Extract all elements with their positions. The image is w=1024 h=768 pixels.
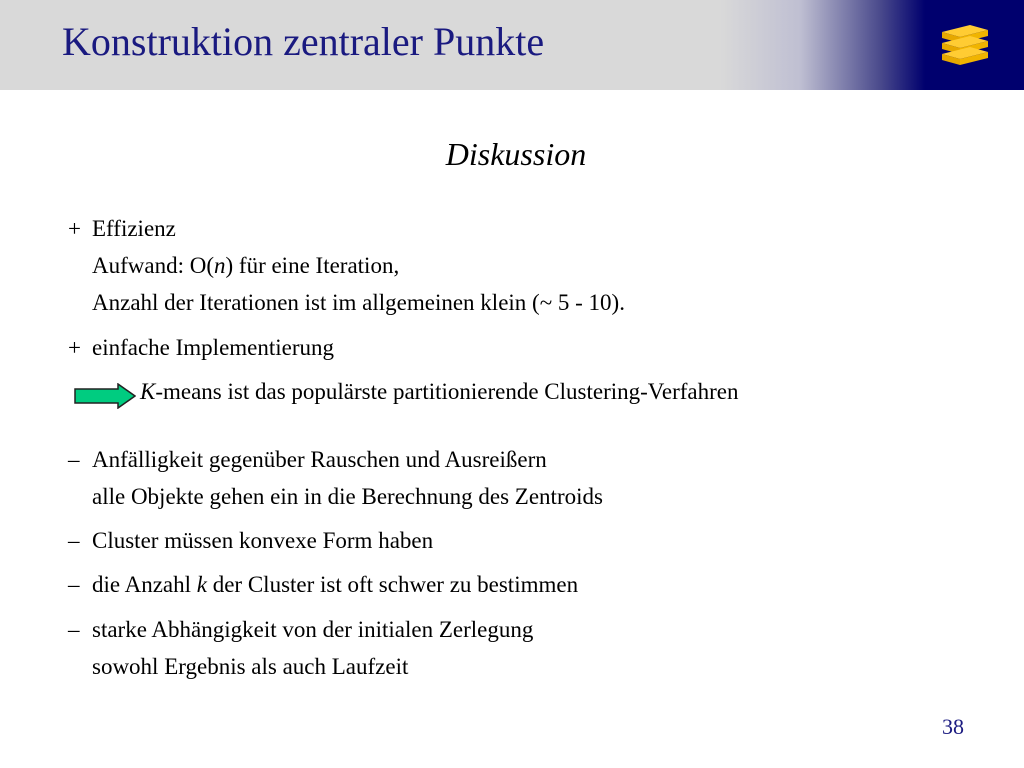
conclusion-kmeans: K-means ist das populärste partitionierende Clustering-Verfahren xyxy=(140,379,739,404)
effizienz-aufwand: Aufwand: O(n) für eine Iteration, xyxy=(92,253,400,278)
con-konvex: Cluster müssen konvexe Form haben xyxy=(92,528,434,553)
rauschen-detail: alle Objekte gehen ein in die Berechnung des Zentroids xyxy=(92,484,603,509)
pro-effizienz: Effizienz xyxy=(92,216,176,241)
stacked-database-icon xyxy=(936,22,992,70)
minus-marker: – xyxy=(68,572,80,597)
pro-implementierung: einfache Implementierung xyxy=(92,335,335,360)
slide-title: Konstruktion zentraler Punkte xyxy=(62,19,545,64)
page-number: 38 xyxy=(942,714,964,739)
con-rauschen: Anfälligkeit gegenüber Rauschen und Ausreißern xyxy=(92,447,547,472)
effizienz-iterationen: Anzahl der Iterationen ist im allgemeinen klein (~ 5 - 10). xyxy=(92,290,625,315)
con-anzahl: die Anzahl k der Cluster ist oft schwer zu bestimmen xyxy=(92,572,579,597)
minus-marker: – xyxy=(68,617,80,642)
minus-marker: – xyxy=(68,528,80,553)
zerlegung-detail: sowohl Ergebnis als auch Laufzeit xyxy=(92,654,409,679)
plus-marker: + xyxy=(68,335,81,360)
plus-marker: + xyxy=(68,216,81,241)
con-zerlegung: starke Abhängigkeit von der initialen Zerlegung xyxy=(92,617,534,642)
minus-marker: – xyxy=(68,447,80,472)
right-arrow-icon xyxy=(74,383,136,409)
slide-header xyxy=(0,0,1024,90)
slide-subtitle: Diskussion xyxy=(445,136,587,172)
